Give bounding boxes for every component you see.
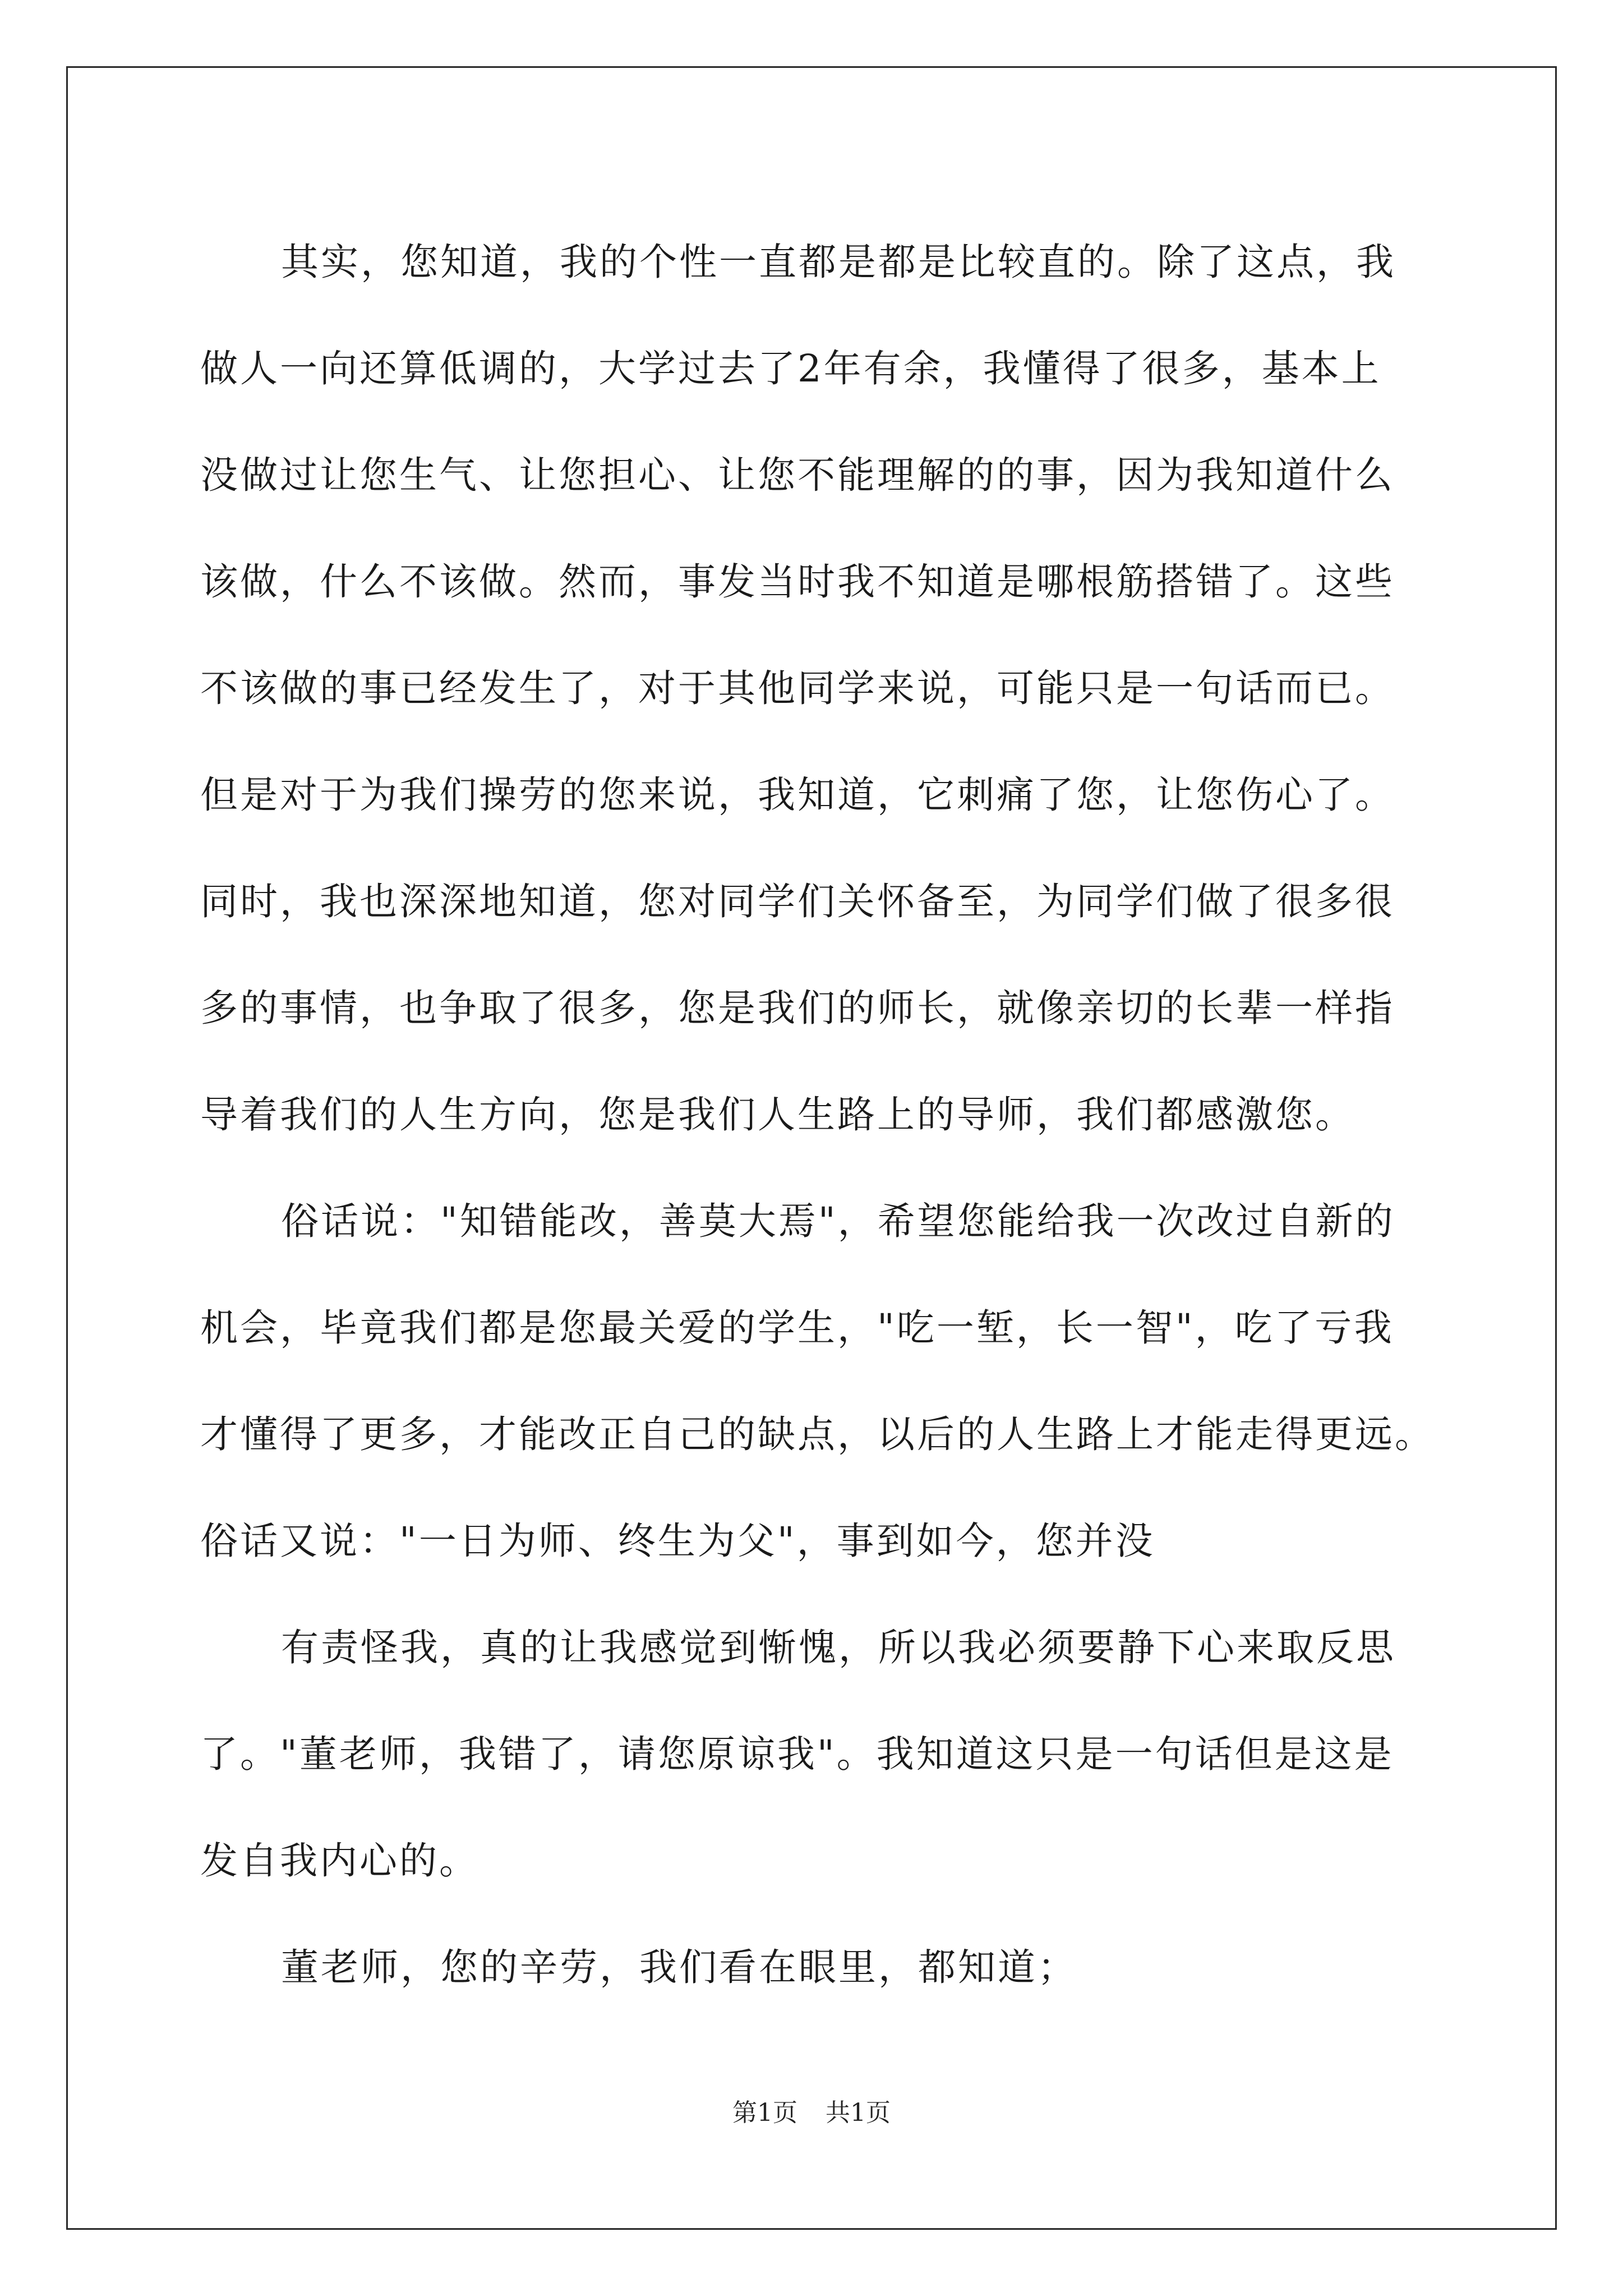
text-line: 董老师，您的辛劳，我们看在眼里，都知道；	[281, 1945, 1077, 1989]
page-total: 共1页	[826, 2099, 891, 2127]
text-line: 但是对于为我们操劳的您来说，我知道，它刺痛了您，让您伤心了。	[200, 773, 1395, 817]
text-line: 机会，毕竟我们都是您最关爱的学生，"吃一堑，长一智"，吃了亏我	[200, 1306, 1394, 1350]
text-line: 做人一向还算低调的，大学过去了2年有余，我懂得了很多，基本上	[200, 347, 1381, 390]
page-number: 第1页	[732, 2099, 797, 2127]
text-line: 了。"董老师，我错了，请您原谅我"。我知道这只是一句话但是这是	[200, 1732, 1394, 1776]
page-footer	[0, 2092, 1623, 2128]
text-line: 该做，什么不该做。然而，事发当时我不知道是哪根筋搭错了。这些	[200, 560, 1395, 604]
text-line: 俗话说："知错能改，善莫大焉"，希望您能给我一次改过自新的	[281, 1199, 1395, 1243]
text-line: 导着我们的人生方向，您是我们人生路上的导师，我们都感激您。	[200, 1093, 1355, 1137]
text-line: 才懂得了更多，才能改正自己的缺点，以后的人生路上才能走得更远。	[200, 1412, 1435, 1456]
text-line: 不该做的事已经发生了，对于其他同学来说，可能只是一句话而已。	[200, 666, 1395, 710]
text-line: 多的事情，也争取了很多，您是我们的师长，就像亲切的长辈一样指	[200, 986, 1395, 1030]
text-line: 有责怪我，真的让我感觉到惭愧，所以我必须要静下心来取反思	[281, 1626, 1396, 1669]
text-line: 其实，您知道，我的个性一直都是都是比较直的。除了这点，我	[281, 240, 1396, 284]
text-line: 发自我内心的。	[200, 1839, 479, 1883]
text-line: 没做过让您生气、让您担心、让您不能理解的的事，因为我知道什么	[200, 453, 1395, 497]
text-line: 同时，我也深深地知道，您对同学们关怀备至，为同学们做了很多很	[200, 880, 1395, 923]
text-line: 俗话又说："一日为师、终生为父"，事到如今，您并没	[200, 1519, 1155, 1563]
document-body	[200, 209, 1435, 2021]
